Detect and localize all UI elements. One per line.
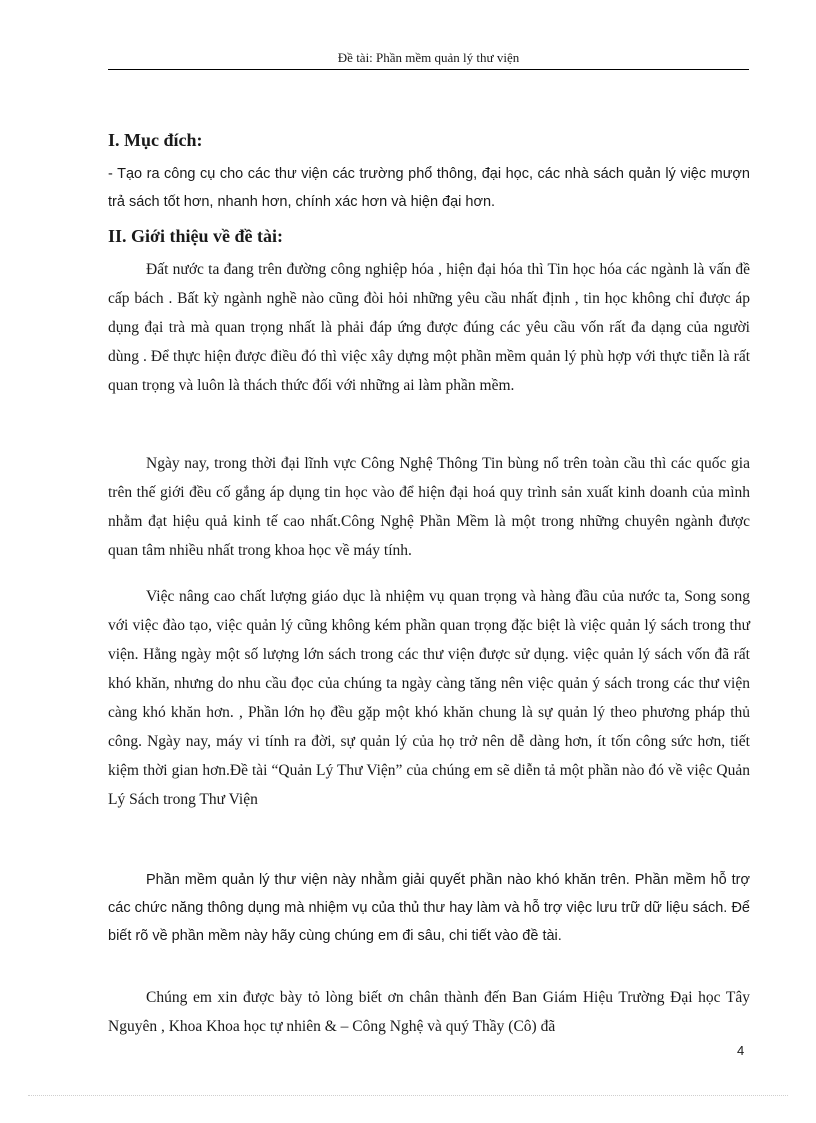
purpose-paragraph: - Tạo ra công cụ cho các thư viện các trường phổ thông, đại học, các nhà sách quản lý việc mượn trả sách tốt hơn, nhanh hơn, chính xác hơn và hiện đại hơn.: [108, 166, 750, 210]
acknowledgement-paragraph: Chúng em xin được bày tỏ lòng biết ơn chân thành đến Ban Giám Hiệu Trường Đại học Tây Nguyên , Khoa Khoa học tự nhiên & – Công Nghệ và quý Thầy (Cô) đã: [108, 989, 750, 1035]
page-number: 4: [737, 1043, 745, 1058]
section-heading-purpose: I. Mục đích:: [108, 130, 203, 150]
intro-paragraph-4: Phần mềm quản lý thư viện này nhằm giải quyết phần nào khó khăn trên. Phần mềm hỗ trợ các chức năng thông dụng mà nhiệm vụ của thủ thư hay làm và hỗ trợ việc lưu trữ dữ liệu sách. Để biết rõ về phần mềm này hãy cùng chúng em đi sâu, chi tiết vào đề tài.: [108, 872, 750, 944]
header-divider: [108, 69, 749, 70]
intro-paragraph-3: Việc nâng cao chất lượng giáo dục là nhiệm vụ quan trọng và hàng đầu của nước ta, Song song với việc đào tạo, việc quản lý cũng không kém phần quan trọng đặc biệt là việc quản lý sách trong thư viện. Hằng ngày một số lượng lớn sách trong các thư viện được sử dụng. việc quản lý sách vốn đã rất khó khăn, nhưng do nhu cầu đọc của chúng ta ngày càng tăng nên việc quản ý sách trong các thư viện càng khó khăn hơn. , Phần lớn họ đều gặp một khó khăn chung là sự quản lý theo phương pháp thủ công. Ngày nay, máy vi tính ra đời, sự quản lý của họ trở nên dễ dàng hơn, ít tốn công sức hơn, tiết kiệm thời gian hơn.Đề tài “Quản Lý Thư Viện” của chúng em sẽ diễn tả một phần nào đó về việc Quản Lý Sách trong Thư Viện: [108, 588, 750, 808]
intro-paragraph-1: Đất nước ta đang trên đường công nghiệp hóa , hiện đại hóa thì Tin học hóa các ngành là vấn đề cấp bách . Bất kỳ ngành nghề nào cũng đòi hỏi những yêu cầu nhất định , tin học không chỉ được áp dụng đại trà mà quan trọng nhất là phải đáp ứng được đúng các yêu cầu vốn rất đa dạng của người dùng . Để thực hiện được điều đó thì việc xây dựng một phần mềm quản lý phù hợp với thực tiễn là rất quan trọng và luôn là thách thức đối với những ai làm phần mềm.: [108, 261, 750, 394]
running-header: Đề tài: Phần mềm quản lý thư viện: [337, 50, 520, 65]
page-bottom-border: [28, 1095, 788, 1096]
section-heading-introduction: II. Giới thiệu về đề tài:: [108, 226, 283, 246]
intro-paragraph-2: Ngày nay, trong thời đại lĩnh vực Công Nghệ Thông Tin bùng nổ trên toàn cầu thì các quốc gia trên thế giới đều cố gắng áp dụng tin học vào để hiện đại hoá quy trình sản xuất kinh doanh của mình nhằm đạt hiệu quả kinh tế cao nhất.Công Nghệ Phần Mềm là một trong những chuyên ngành được quan tâm nhiều nhất trong khoa học về máy tính.: [108, 455, 750, 559]
